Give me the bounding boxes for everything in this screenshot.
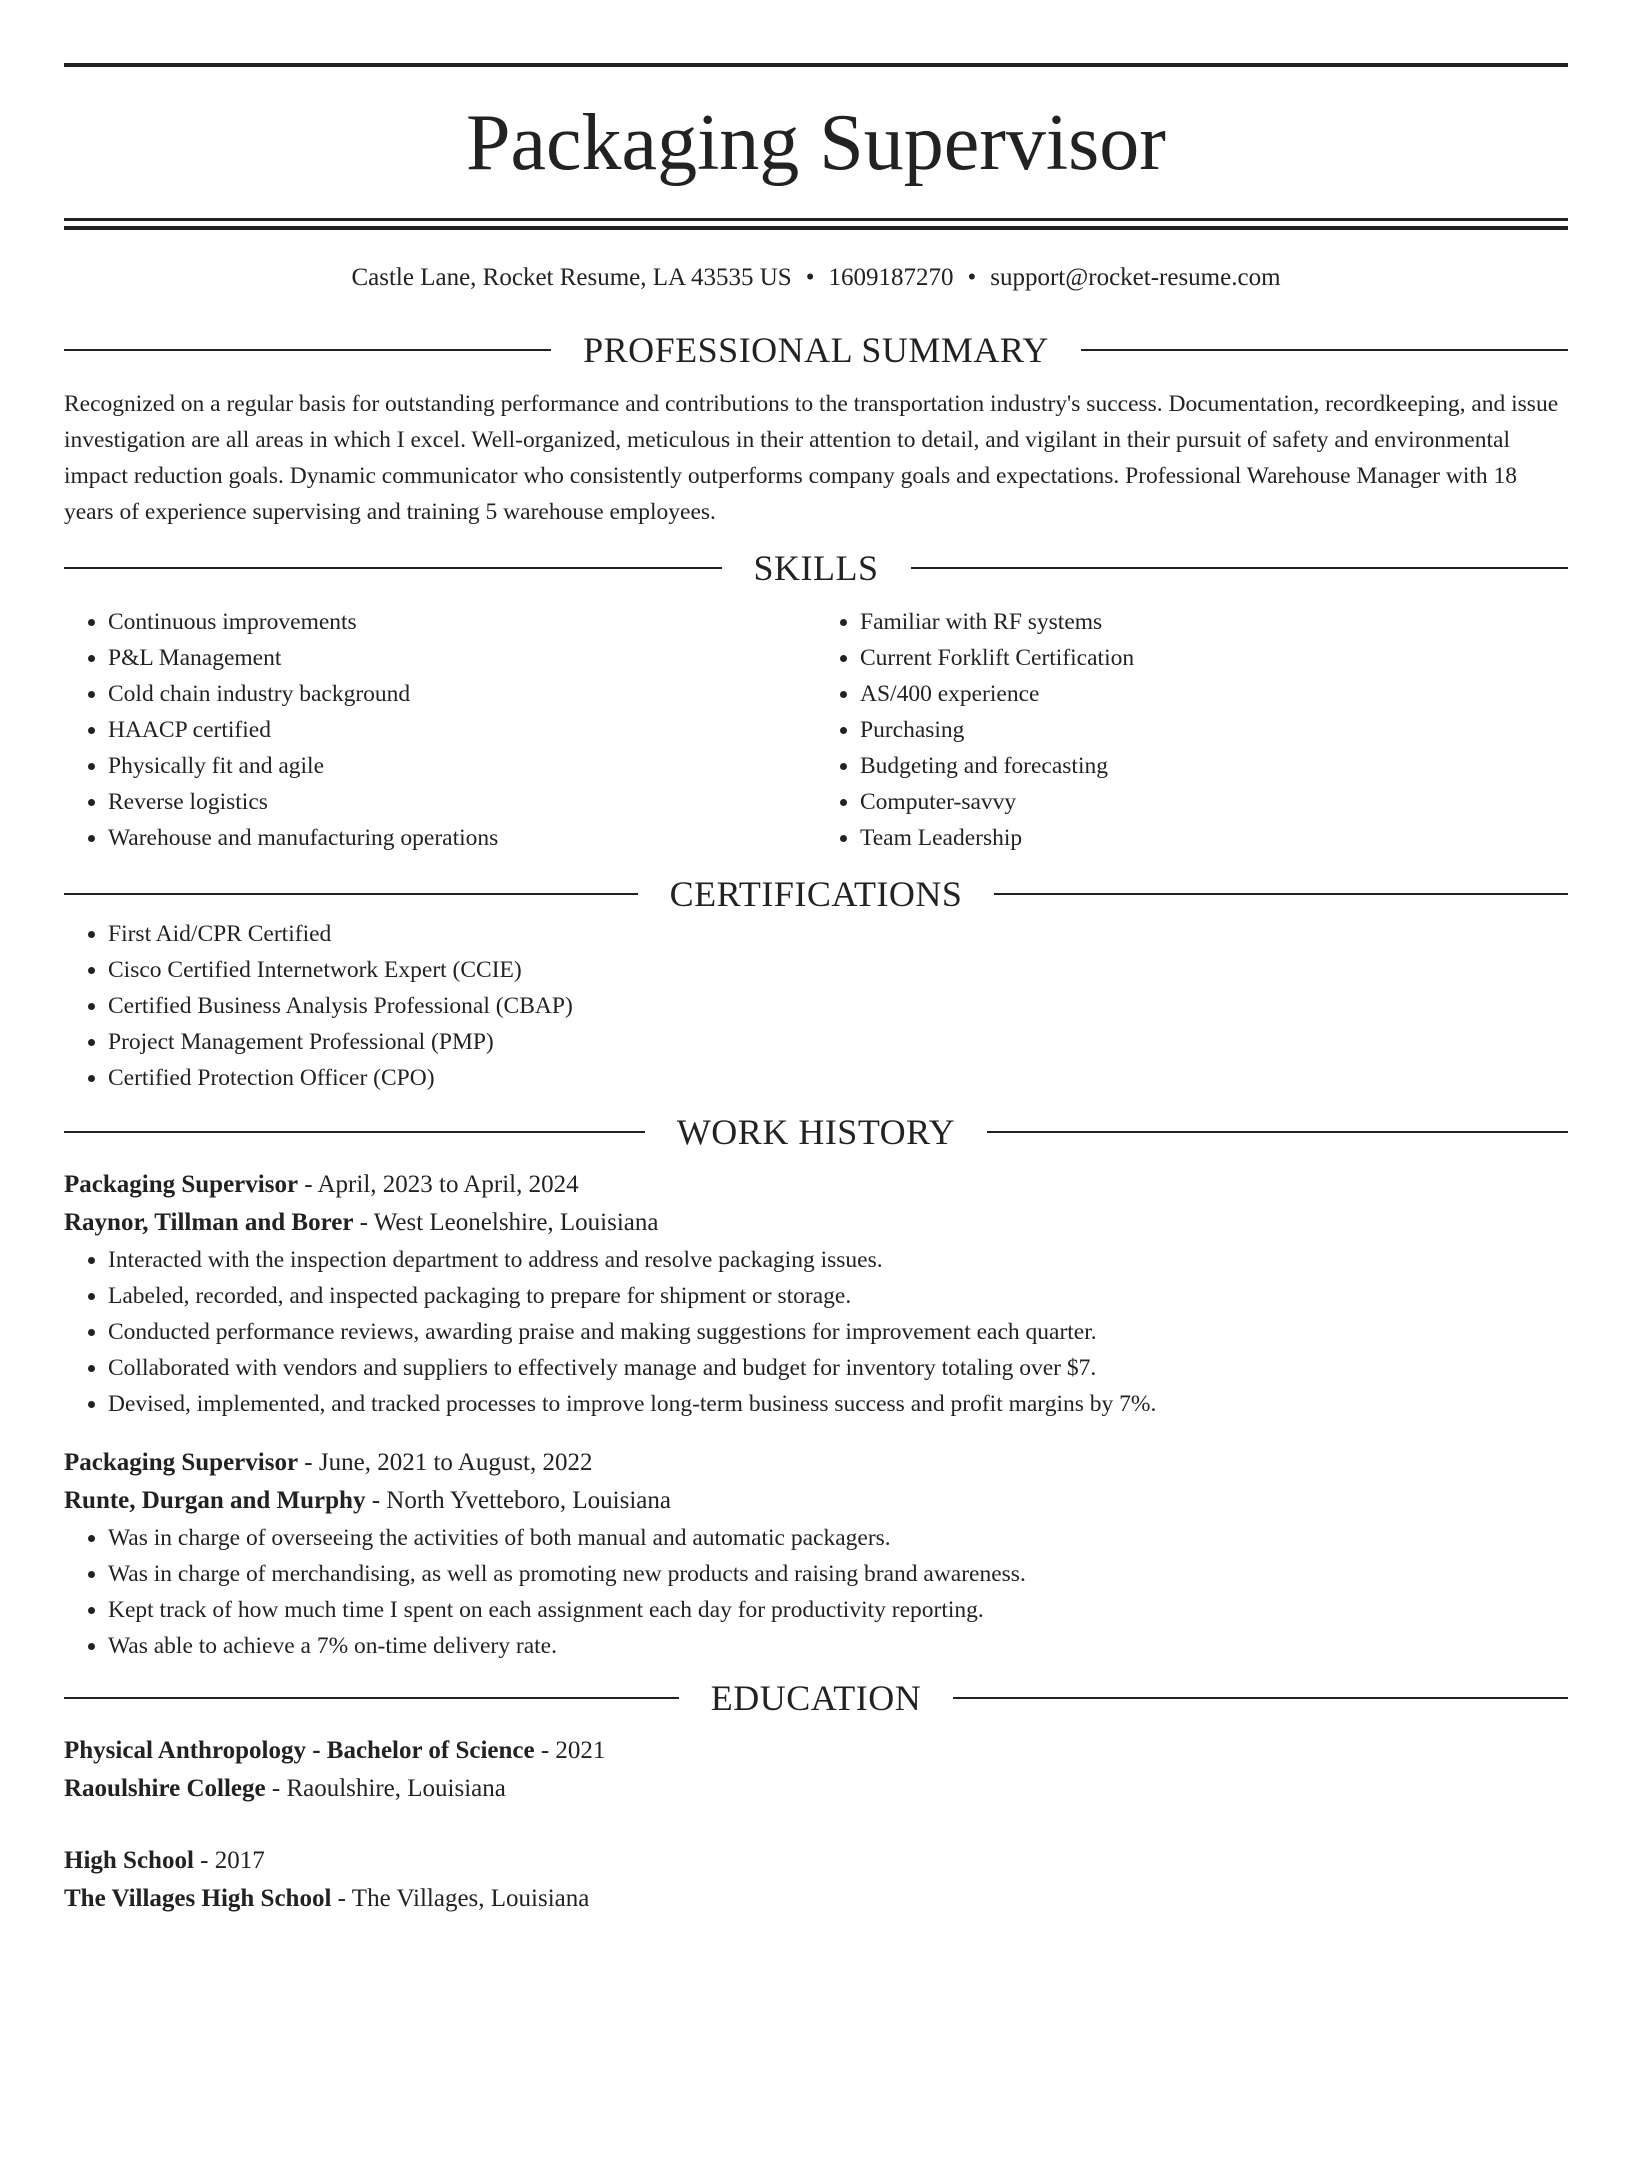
heading-rule [64,1697,679,1699]
contact-email: support@rocket-resume.com [990,264,1281,291]
job-title-line [64,1166,1568,1204]
job-company-line [64,1204,1568,1242]
heading-rule [1081,349,1568,351]
education-degree: High School [64,1847,194,1874]
skill-item: • Purchasing [860,712,1568,748]
heading-label: CERTIFICATIONS [669,874,963,914]
job-bullet: • Devised, implemented, and tracked processes to improve long-term business success and profit margins by 7%. [108,1386,1568,1422]
job-dates: - June, 2021 to August, 2022 [298,1449,593,1476]
summary-text: Recognized on a regular basis for outstanding performance and contributions to the transportation industry's success. Documentation, recordkeeping, and issue investigation are all areas in which I excel. Well-organized, meticulous in their attention to detail, and vigilant in their pursuit of safety and environmental impact reduction goals. Dynamic communicator who consistently outperforms company goals and expectations. Professional Warehouse Manager with 18 years of experience supervising and training 5 warehouse employees. [64,391,1559,525]
certification-item: • First Aid/CPR Certified [108,916,1568,952]
heading-rule [911,567,1569,569]
certification-item: • Cisco Certified Internetwork Expert (CCIE) [108,952,1568,988]
education-school: Raoulshire College [64,1775,266,1802]
contact-line [64,262,1568,294]
education-school: The Villages High School [64,1885,332,1912]
education-school-line [64,1880,1568,1918]
skills-columns [64,604,1568,856]
skill-item: • Current Forklift Certification [860,640,1568,676]
job-location: - North Yvetteboro, Louisiana [365,1487,671,1514]
certification-item: • Certified Protection Officer (CPO) [108,1060,1568,1096]
job-dates: - April, 2023 to April, 2024 [298,1171,579,1198]
job-company: Runte, Durgan and Murphy [64,1487,366,1514]
job-bullet: • Interacted with the inspection department to address and resolve packaging issues. [108,1242,1568,1278]
contact-address: Castle Lane, Rocket Resume, LA 43535 US [351,264,792,291]
job-title: Packaging Supervisor [64,1449,299,1476]
contact-separator: • [967,264,977,291]
education-school-line [64,1770,1568,1808]
education-degree-line [64,1842,1568,1880]
job-location: - West Leonelshire, Louisiana [353,1209,659,1236]
top-rule [64,63,1568,67]
resume-page [0,63,1632,1918]
skill-item: • Cold chain industry background [108,676,816,712]
section-heading-summary [64,328,1568,372]
certification-item: • Project Management Professional (PMP) [108,1024,1568,1060]
skill-item: • Physically fit and agile [108,748,816,784]
education-degree: Physical Anthropology - Bachelor of Science [64,1737,535,1764]
certifications-list [64,916,1568,1096]
job-title: Packaging Supervisor [64,1171,299,1198]
skills-list-left [64,604,816,856]
heading-rule [64,567,722,569]
heading-label: PROFESSIONAL SUMMARY [583,330,1049,370]
job-bullets [64,1520,1568,1664]
skill-item: • Familiar with RF systems [860,604,1568,640]
job-bullet: • Was in charge of overseeing the activities of both manual and automatic packagers. [108,1520,1568,1556]
heading-label: WORK HISTORY [676,1112,956,1152]
job-bullet: • Was in charge of merchandising, as well as promoting new products and raising brand awareness. [108,1556,1568,1592]
job-bullet: • Labeled, recorded, and inspected packaging to prepare for shipment or storage. [108,1278,1568,1314]
section-heading-certifications [64,872,1568,916]
job-entry [64,1166,1568,1422]
education-location: - The Villages, Louisiana [331,1885,590,1912]
certification-item: • Certified Business Analysis Professional (CBAP) [108,988,1568,1024]
job-bullet: • Was able to achieve a 7% on-time delivery rate. [108,1628,1568,1664]
skill-item: • Team Leadership [860,820,1568,856]
heading-rule [64,1131,645,1133]
job-entry [64,1444,1568,1664]
heading-rule [64,349,551,351]
job-company-line [64,1482,1568,1520]
education-year: - 2017 [193,1847,265,1874]
job-company: Raynor, Tillman and Borer [64,1209,354,1236]
heading-rule [994,893,1568,895]
skill-item: • Reverse logistics [108,784,816,820]
education-entry [64,1842,1568,1918]
skill-item: • AS/400 experience [860,676,1568,712]
job-title-line [64,1444,1568,1482]
education-entry [64,1732,1568,1808]
heading-rule [987,1131,1568,1133]
skill-item: • Continuous improvements [108,604,816,640]
job-bullet: • Collaborated with vendors and suppliers to effectively manage and budget for inventory totaling over $7. [108,1350,1568,1386]
heading-label: SKILLS [753,548,879,588]
job-bullet: • Conducted performance reviews, awarding praise and making suggestions for improvement each quarter. [108,1314,1568,1350]
skill-item: • Budgeting and forecasting [860,748,1568,784]
section-heading-skills [64,546,1568,590]
education-location: - Raoulshire, Louisiana [265,1775,506,1802]
skills-list-right [816,604,1568,856]
skill-item: • P&L Management [108,640,816,676]
section-heading-education [64,1676,1568,1720]
resume-title: Packaging Supervisor [466,99,1166,187]
heading-rule [64,893,638,895]
heading-label: EDUCATION [710,1678,922,1718]
title-double-rule [64,218,1568,230]
contact-phone: 1609187270 [828,264,954,291]
skill-item: • Computer-savvy [860,784,1568,820]
skill-item: • Warehouse and manufacturing operations [108,820,816,856]
heading-rule [953,1697,1568,1699]
education-degree-line [64,1732,1568,1770]
skill-item: • HAACP certified [108,712,816,748]
education-year: - 2021 [534,1737,606,1764]
contact-separator: • [805,264,815,291]
job-bullets [64,1242,1568,1422]
job-bullet: • Kept track of how much time I spent on each assignment each day for productivity reporting. [108,1592,1568,1628]
section-heading-work-history [64,1110,1568,1154]
